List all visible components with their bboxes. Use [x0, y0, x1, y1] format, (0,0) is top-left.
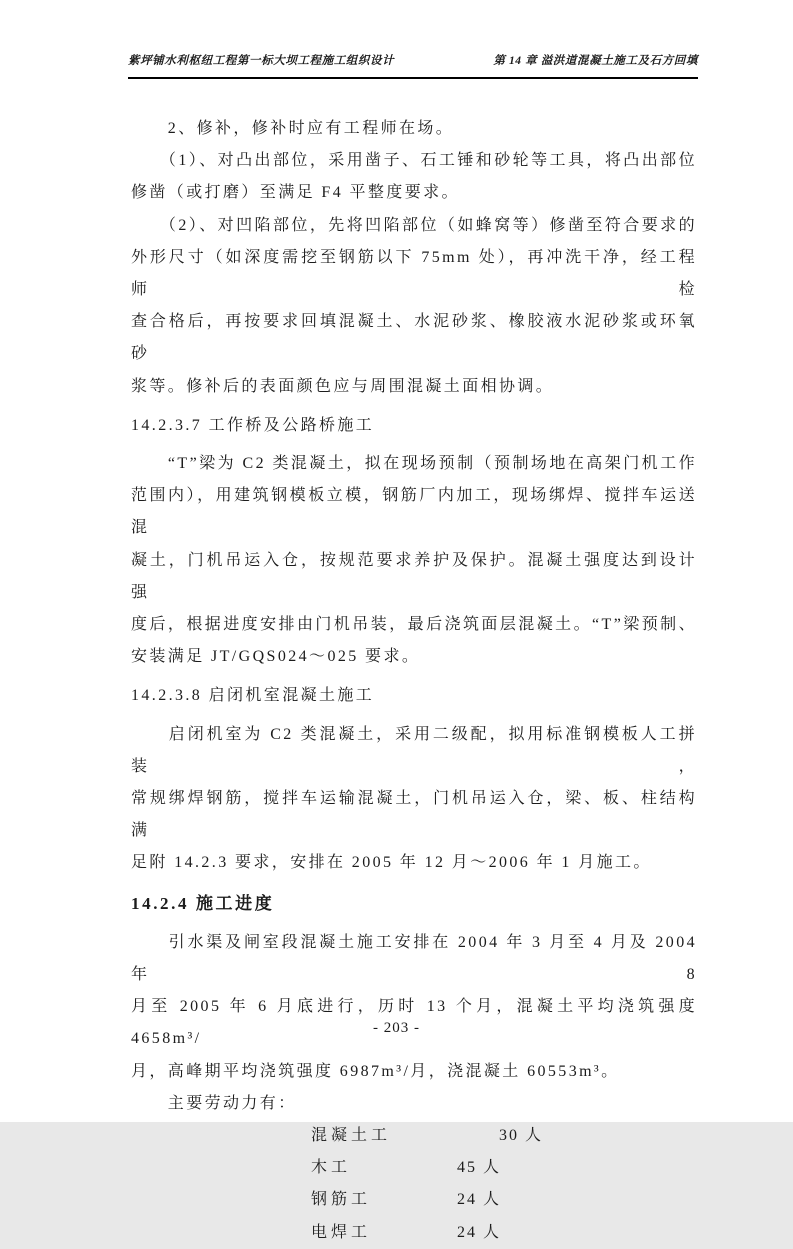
labor-trade-label: 电焊工 [311, 1223, 372, 1241]
paragraph-line: 浆等。修补后的表面颜色应与周围混凝土面相协调。 [131, 377, 555, 395]
labor-row [131, 1152, 697, 1184]
paragraph-line: （2）、对凹陷部位，先将凹陷部位（如蜂窝等）修凿至符合要求的 [131, 216, 697, 234]
paragraph-line: 2、修补，修补时应有工程师在场。 [131, 120, 455, 137]
labor-trade-label: 钢筋工 [311, 1191, 372, 1209]
paragraph-line: 月，高峰期平均浇筑强度 6987m³/月，浇混凝土 60553m³。 [131, 1062, 620, 1080]
labor-trade-label: 木工 [311, 1159, 352, 1177]
labor-trade-label: 混凝土工 [311, 1127, 392, 1145]
paragraph-line: “T”梁为 C2 类混凝土，拟在现场预制（预制场地在高架门机工作 [131, 455, 697, 473]
labor-row [131, 1217, 697, 1249]
header-divider-line [128, 77, 698, 79]
header-left-title: 紫坪铺水利枢纽工程第一标大坝工程施工组织设计 [128, 55, 395, 67]
labor-headcount: 30 人 [499, 1127, 544, 1145]
paragraph-line: （1）、对凸出部位，采用凿子、石工锤和砂轮等工具，将凸出部位 [131, 152, 697, 170]
labor-headcount: 24 人 [457, 1223, 502, 1241]
paragraph-line: 启闭机室为 C2 类混凝土，采用二级配，拟用标准钢模板人工拼装， [131, 725, 697, 775]
paragraph-line: 引水渠及闸室段混凝土施工安排在 2004 年 3 月至 4 月及 2004 年 8 [131, 933, 697, 984]
labor-headcount: 24 人 [457, 1191, 502, 1209]
section-heading-bold: 14.2.4 施工进度 [131, 893, 275, 913]
header-right-chapter: 第 14 章 溢洪道混凝土施工及石方回填 [493, 55, 698, 67]
paragraph-line: 足附 14.2.3 要求，安排在 2005 年 12 月～2006 年 1 月施工。 [131, 854, 652, 872]
page-header [128, 52, 698, 74]
paragraph-line: 范围内），用建筑钢模板立模，钢筋厂内加工，现场绑焊、搅拌车运送混 [131, 487, 697, 537]
section-heading: 14.2.3.8 启闭机室混凝土施工 [131, 687, 375, 705]
section-heading: 14.2.3.7 工作桥及公路桥施工 [131, 416, 375, 434]
paragraph-line: 查合格后，再按要求回填混凝土、水泥砂浆、橡胶液水泥砂浆或环氧砂 [131, 313, 697, 363]
paragraph-line: 月至 2005 年 6 月底进行，历时 13 个月，混凝土平均浇筑强度 4658m³/ [131, 998, 697, 1048]
paragraph-line: 安装满足 JT/GQS024～025 要求。 [131, 648, 421, 666]
page-number: - 203 - [373, 1020, 420, 1036]
labor-row [131, 1120, 697, 1152]
paragraph-line: 常规绑焊钢筋，搅拌车运输混凝土，门机吊运入仓，梁、板、柱结构满 [131, 790, 697, 840]
paragraph-line: 外形尺寸（如深度需挖至钢筋以下 75mm 处），再冲洗干净，经工程师检 [131, 248, 697, 299]
labor-headcount: 45 人 [457, 1159, 502, 1177]
paragraph-line: 主要劳动力有： [131, 1094, 297, 1112]
document-body [131, 113, 697, 1249]
paragraph-line: 修凿（或打磨）至满足 F4 平整度要求。 [131, 184, 460, 202]
labor-list [131, 1120, 697, 1249]
paragraph-line: 凝土，门机吊运入仓，按规范要求养护及保护。混凝土强度达到设计强 [131, 551, 697, 601]
page-footer [0, 1020, 793, 1037]
labor-row [131, 1184, 697, 1216]
paragraph-line: 度后，根据进度安排由门机吊装，最后浇筑面层混凝土。“T”梁预制、 [131, 616, 697, 634]
